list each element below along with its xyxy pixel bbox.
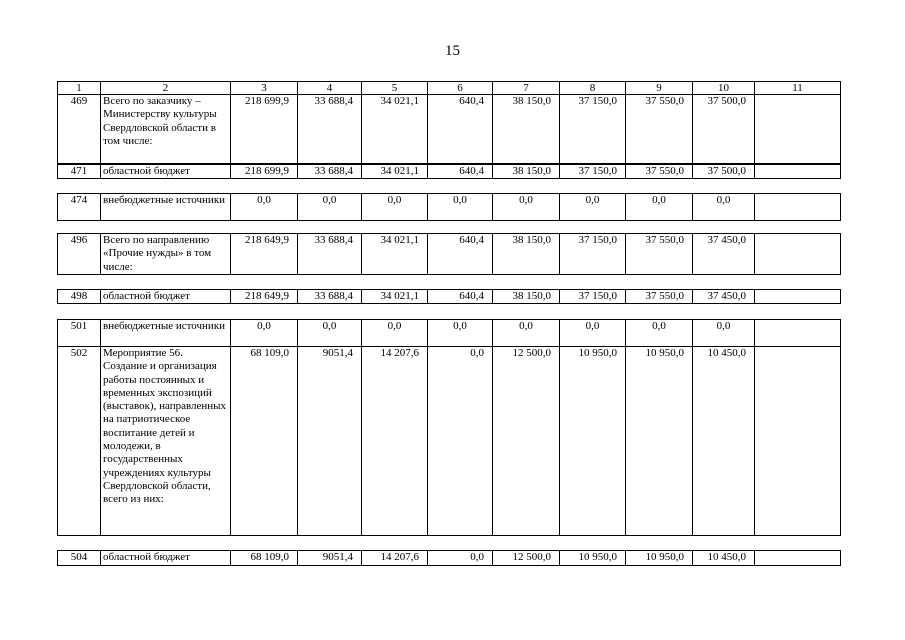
value-cell: 0,0 [693,194,755,221]
value-cell: 38 150,0 [493,165,560,179]
value-cell: 37 500,0 [693,165,755,179]
value-cell [755,194,841,221]
column-header: 1 [58,82,101,95]
row-description: внебюджетные источники [101,194,231,221]
value-cell [755,320,841,347]
column-header: 9 [626,82,693,95]
row-number: 502 [58,347,101,536]
budget-table-segment [57,164,841,179]
value-cell: 33 688,4 [298,234,362,275]
row-number: 498 [58,290,101,304]
value-cell: 0,0 [493,320,560,347]
table-row [58,165,841,179]
value-cell: 68 109,0 [231,551,298,566]
value-cell: 0,0 [626,320,693,347]
budget-table-segment [57,550,841,566]
row-number: 471 [58,165,101,179]
value-cell: 68 109,0 [231,347,298,536]
value-cell: 0,0 [298,194,362,221]
value-cell: 0,0 [693,320,755,347]
table-row [58,194,841,221]
row-description: внебюджетные источники [101,320,231,347]
column-header: 2 [101,82,231,95]
row-description: Всего по заказчику – Министерству культуры Свердловской области в том числе: [101,95,231,164]
value-cell: 37 550,0 [626,234,693,275]
row-description: областной бюджет [101,165,231,179]
budget-table-segment [57,81,841,164]
value-cell: 34 021,1 [362,234,428,275]
value-cell: 218 699,9 [231,95,298,164]
row-number: 504 [58,551,101,566]
value-cell: 0,0 [428,320,493,347]
value-cell: 37 150,0 [560,165,626,179]
row-number: 474 [58,194,101,221]
value-cell: 0,0 [231,194,298,221]
budget-table-segment [57,233,841,275]
row-number: 496 [58,234,101,275]
value-cell: 38 150,0 [493,290,560,304]
value-cell: 37 500,0 [693,95,755,164]
value-cell: 37 550,0 [626,165,693,179]
column-header: 3 [231,82,298,95]
column-header: 4 [298,82,362,95]
value-cell: 0,0 [298,320,362,347]
value-cell: 10 950,0 [560,551,626,566]
value-cell: 37 450,0 [693,234,755,275]
value-cell: 37 150,0 [560,95,626,164]
value-cell: 9051,4 [298,347,362,536]
row-description: Всего по направлению «Прочие нужды» в том числе: [101,234,231,275]
value-cell: 37 550,0 [626,95,693,164]
value-cell [755,551,841,566]
row-description: Мероприятие 56. Создание и организация работы постоянных и временных экспозиций (выставок), направленных на патриотическое воспитание детей и молодежи, в государственных учреждениях культуры Свердловской области, всего из них: [101,347,231,536]
column-header: 11 [755,82,841,95]
value-cell: 12 500,0 [493,551,560,566]
value-cell [755,165,841,179]
value-cell: 0,0 [428,347,493,536]
value-cell: 640,4 [428,165,493,179]
table-row [58,234,841,275]
value-cell [755,234,841,275]
value-cell: 33 688,4 [298,165,362,179]
value-cell: 10 950,0 [626,551,693,566]
value-cell [755,290,841,304]
value-cell: 34 021,1 [362,290,428,304]
value-cell: 0,0 [560,320,626,347]
value-cell: 33 688,4 [298,290,362,304]
row-description: областной бюджет [101,551,231,566]
value-cell: 0,0 [362,320,428,347]
table-row [58,551,841,566]
value-cell: 0,0 [428,194,493,221]
value-cell: 34 021,1 [362,95,428,164]
row-number: 501 [58,320,101,347]
table-row [58,347,841,536]
value-cell: 34 021,1 [362,165,428,179]
value-cell: 38 150,0 [493,95,560,164]
value-cell: 14 207,6 [362,551,428,566]
value-cell: 37 550,0 [626,290,693,304]
value-cell: 0,0 [493,194,560,221]
value-cell: 0,0 [231,320,298,347]
value-cell: 0,0 [626,194,693,221]
value-cell: 10 450,0 [693,347,755,536]
column-header: 6 [428,82,493,95]
page-number: 15 [445,43,460,59]
value-cell [755,347,841,536]
row-description: областной бюджет [101,290,231,304]
value-cell [755,95,841,164]
value-cell: 37 450,0 [693,290,755,304]
budget-table-segment [57,319,841,536]
value-cell: 14 207,6 [362,347,428,536]
value-cell: 218 649,9 [231,290,298,304]
value-cell: 218 649,9 [231,234,298,275]
budget-table-segment [57,289,841,304]
value-cell: 9051,4 [298,551,362,566]
value-cell: 10 450,0 [693,551,755,566]
value-cell: 12 500,0 [493,347,560,536]
table-row [58,95,841,164]
row-number: 469 [58,95,101,164]
value-cell: 640,4 [428,95,493,164]
table-row [58,320,841,347]
table-header-row [58,82,841,95]
column-header: 7 [493,82,560,95]
column-header: 8 [560,82,626,95]
table-row [58,290,841,304]
budget-table-segment [57,193,841,221]
value-cell: 10 950,0 [626,347,693,536]
column-header: 10 [693,82,755,95]
column-header: 5 [362,82,428,95]
value-cell: 37 150,0 [560,234,626,275]
value-cell: 10 950,0 [560,347,626,536]
value-cell: 640,4 [428,290,493,304]
value-cell: 33 688,4 [298,95,362,164]
value-cell: 640,4 [428,234,493,275]
value-cell: 0,0 [560,194,626,221]
value-cell: 0,0 [428,551,493,566]
value-cell: 0,0 [362,194,428,221]
value-cell: 38 150,0 [493,234,560,275]
value-cell: 37 150,0 [560,290,626,304]
value-cell: 218 699,9 [231,165,298,179]
